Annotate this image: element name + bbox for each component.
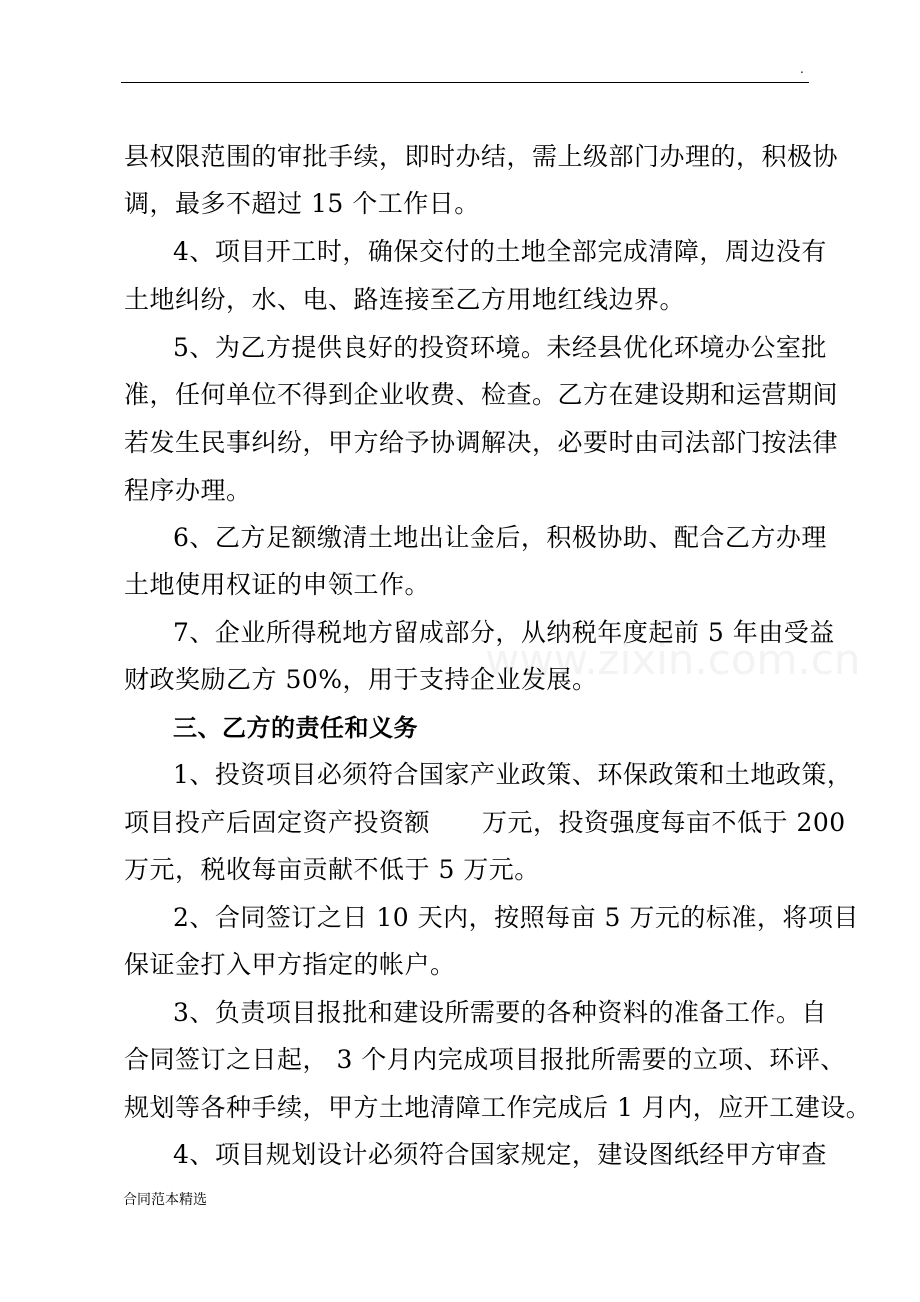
section-heading: 三、乙方的责任和义务 [173, 714, 418, 742]
duty-4-line: 4、项目规划设计必须符合国家规定，建设图纸经甲方审查 [173, 1140, 827, 1169]
body-line: 万元，税收每亩贡献不低于 5 万元。 [124, 855, 540, 884]
investment-text: 万元，投资强度每亩不低于 200 [482, 808, 846, 837]
body-line: 程序办理。 [124, 476, 252, 505]
body-line: 财政奖励乙方 50%，用于支持企业发展。 [124, 665, 598, 694]
body-line: 若发生民事纠纷，甲方给予协调解决，必要时由司法部门按法律 [124, 428, 839, 457]
clause-7-line: 7、企业所得税地方留成部分，从纳税年度起前 5 年由受益 [173, 618, 835, 647]
body-line: 土地纠纷，水、电、路连接至乙方用地红线边界。 [124, 285, 686, 314]
footer-text: 合同范本精选 [123, 1192, 207, 1208]
investment-label: 项目投产后固定资产投资额 [124, 808, 431, 837]
header-mark: . [800, 62, 804, 76]
body-line: 县权限范围的审批手续，即时办结，需上级部门办理的，积极协 [124, 142, 839, 171]
header-rule [121, 82, 809, 83]
clause-4-line: 4、项目开工时，确保交付的土地全部完成清障，周边没有 [173, 237, 827, 266]
investment-line [124, 808, 846, 838]
body-line: 土地使用权证的申领工作。 [124, 570, 431, 599]
body-line: 准，任何单位不得到企业收费、检查。乙方在建设期和运营期间 [124, 380, 839, 409]
watermark: www.zixin.com.cn [485, 635, 861, 684]
clause-6-line: 6、乙方足额缴清土地出让金后，积极协助、配合乙方办理 [173, 523, 827, 552]
body-line: 合同签订之日起， 3 个月内完成项目报批所需要的立项、环评、 [124, 1045, 846, 1074]
duty-3-line: 3、负责项目报批和建设所需要的各种资料的准备工作。自 [173, 998, 827, 1027]
body-line: 规划等各种手续，甲方土地清障工作完成后 1 月内，应开工建设。 [124, 1093, 872, 1122]
body-line: 调，最多不超过 15 个工作日。 [124, 189, 480, 218]
duty-1-line: 1、投资项目必须符合国家产业政策、环保政策和土地政策， [173, 760, 853, 789]
body-line: 保证金打入甲方指定的帐户。 [124, 950, 456, 979]
clause-5-line: 5、为乙方提供良好的投资环境。未经县优化环境办公室批 [173, 333, 827, 362]
duty-2-line: 2、合同签订之日 10 天内，按照每亩 5 万元的标准，将项目 [173, 903, 859, 932]
